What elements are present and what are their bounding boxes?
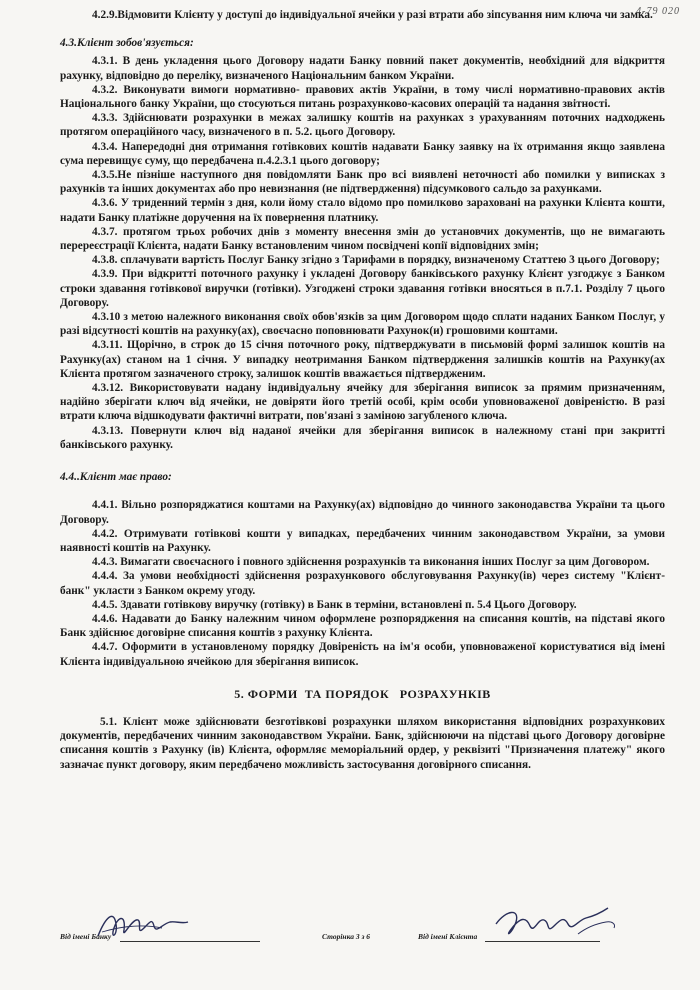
bank-signature-line [120,941,260,942]
bank-signature-label: Від імені Банку [60,932,112,941]
document-body [60,8,665,772]
section-4-3-heading: 4.3.Клієнт зобов'язується: [60,37,194,50]
clause-4-4-1: 4.4.1. Вільно розпоряджатися коштами на Рахунку(ах) відповідно до чинного законодавства України та цього Договору. [60,499,665,526]
clause-4-3-4: 4.3.4. Напередодні дня отримання готівкових коштів надавати Банку заявку на їх отримання якщо заявлена сума перевищує суму, що передбачена п.4.2.3.1 цього договору; [60,140,665,167]
clause-4-4-3: 4.4.3. Вимагати своєчасного і повного здійснення розрахунків та виконання інших Послуг за цим Договором. [92,556,650,569]
clause-4-4-7: 4.4.7. Оформити в установленому порядку Довіреність на ім'я особи, уповноваженої користуватися від імені Клієнта індивідуальною ячейкою для зберігання виписок. [60,641,665,668]
clause-4-3-3: 4.3.3. Здійснювати розрахунки в межах залишку коштів на рахунках з урахуванням поточних надходжень протягом операційного часу, визначеного в п. 5.2. цього Договору. [60,112,665,139]
clause-5-1: 5.1. Клієнт може здійснювати безготівкові розрахунки шляхом використання відповідних розрахункових документів, передбачених чинним законодавством України. Банк, здійснюючи на підставі цього Договору договірне списання коштів з Рахунку (ів) Клієнта, оформляє меморіальний ордер, у реквізиті "Призначення платежу" якого зазначає пункт договору, яким передбачено можливість застосування договірного списання. [60,715,665,771]
page-number: Сторінка 3 з 6 [322,932,371,941]
client-signature-label: Від імені Клієнта [418,932,478,941]
clause-4-2-9: 4.2.9.Відмовити Клієнту у доступі до індивідуальної ячейки у разі втрати або зіпсування ним ключа чи замка. [92,9,653,21]
clause-4-4-2: 4.4.2. Отримувати готівкові кошти у випадках, передбачених чинним законодавством України, за умови наявності коштів на Рахунку. [60,527,665,554]
section-5-title-text: 5. ФОРМИ ТА ПОРЯДОК РОЗРАХУНКІВ [234,686,491,701]
clause-4-3-2: 4.3.2. Виконувати вимоги нормативно- правових актів України, в тому числі нормативно-правових актів Національного банку України, що стосуються питань розрахунково-касових операцій та надання звітності. [60,83,665,111]
clause-4-3-12: 4.3.12. Використовувати надану індивідуальну ячейку для зберігання виписок за прямим призначенням, надійно зберігати ключ від ячейки, не довіряти його третій особі, крім особи уповноваженої довіреністю. В разі втрати ключа відшкодувати фактичні витрати, пов'язані з заміною загубленого ключа. [60,382,665,423]
clause-4-3-8: 4.3.8. сплачувати вартість Послуг Банку згідно з Тарифами в порядку, визначеному Статтею 3 цього Договору; [92,254,660,267]
clause-4-3-1: 4.3.1. В день укладення цього Договору надати Банку повний пакет документів, необхідний для відкриття рахунку, відповідно до переліку, визначеного Національним банком України. [60,55,665,82]
clause-4-3-7: 4.3.7. протягом трьох робочих днів з моменту внесення змін до установчих документів, що не вимагають перереєстрації Клієнта, надати Банку встановленим чином посвідчені копії відповідних змін; [60,225,665,253]
signature-footer [60,928,665,948]
clause-4-3-9: 4.3.9. При відкритті поточного рахунку і укладені Договору банківського рахунку Клієнт узгоджує з Банком строки здавання готівкової виручки (готівки). Узгоджені строки здавання готівки вносяться в п.7.1. Розділу 7 цього Договору. [60,268,665,309]
section-4-4-heading: 4.4..Клієнт має право: [60,471,172,484]
clause-4-3-11: 4.3.11. Щорічно, в строк до 15 січня поточного року, підтверджувати в письмовій формі залишок коштів на Рахунку(ах) станом на 1 січня. У випадку неотримання Банком підтвердження залишків коштів на Рахунку(ах Клієнта протягом зазначеного строку, залишок коштів вважається підтвердженим. [60,339,665,380]
clause-4-4-6: 4.4.6. Надавати до Банку належним чином оформлене розпорядження на списання коштів, на підставі якого Банк здійснює договірне списання коштів з рахунку Клієнта. [60,612,665,640]
section-5-title [60,687,665,701]
clause-4-3-5: 4.3.5.Не пізніше наступного дня повідомляти Банк про всі виявлені неточності або помилки у виписках з рахунків та інших документах або про невизнання (не підтвердження) підсумкового сальдо за рахунками. [60,169,665,196]
document-number: 4-79 020 [636,6,680,17]
clause-4-4-4: 4.4.4. За умови необхідності здійснення розрахункового обслуговування Рахунку(ів) через систему "Клієнт-банк" укласти з Банком окрему угоду. [60,570,665,597]
clause-4-4-5: 4.4.5. Здавати готівкову виручку (готівку) в Банк в терміни, встановлені п. 5.4 Цього Договору. [92,598,577,611]
section-5-body [60,715,665,772]
clause-4-3-13: 4.3.13. Повернути ключ від наданої ячейки для зберігання виписок в належному стані при закритті банківського рахунку. [60,424,665,451]
clause-4-3-6: 4.3.6. У триденний термін з дня, коли йому стало відомо про помилково зараховані на рахунки Клієнта кошти, надати Банку платіжне доручення на їх повернення платнику. [60,197,665,224]
clause-4-3-10: 4.3.10 з метою належного виконання своїх обов'язків за цим Договором щодо сплати наданих Банком Послуг, у разі відсутності коштів на рахунку(ах), своєчасно поповнювати Рахунок(и) грошовими коштами. [60,311,665,338]
client-signature-line [485,941,600,942]
